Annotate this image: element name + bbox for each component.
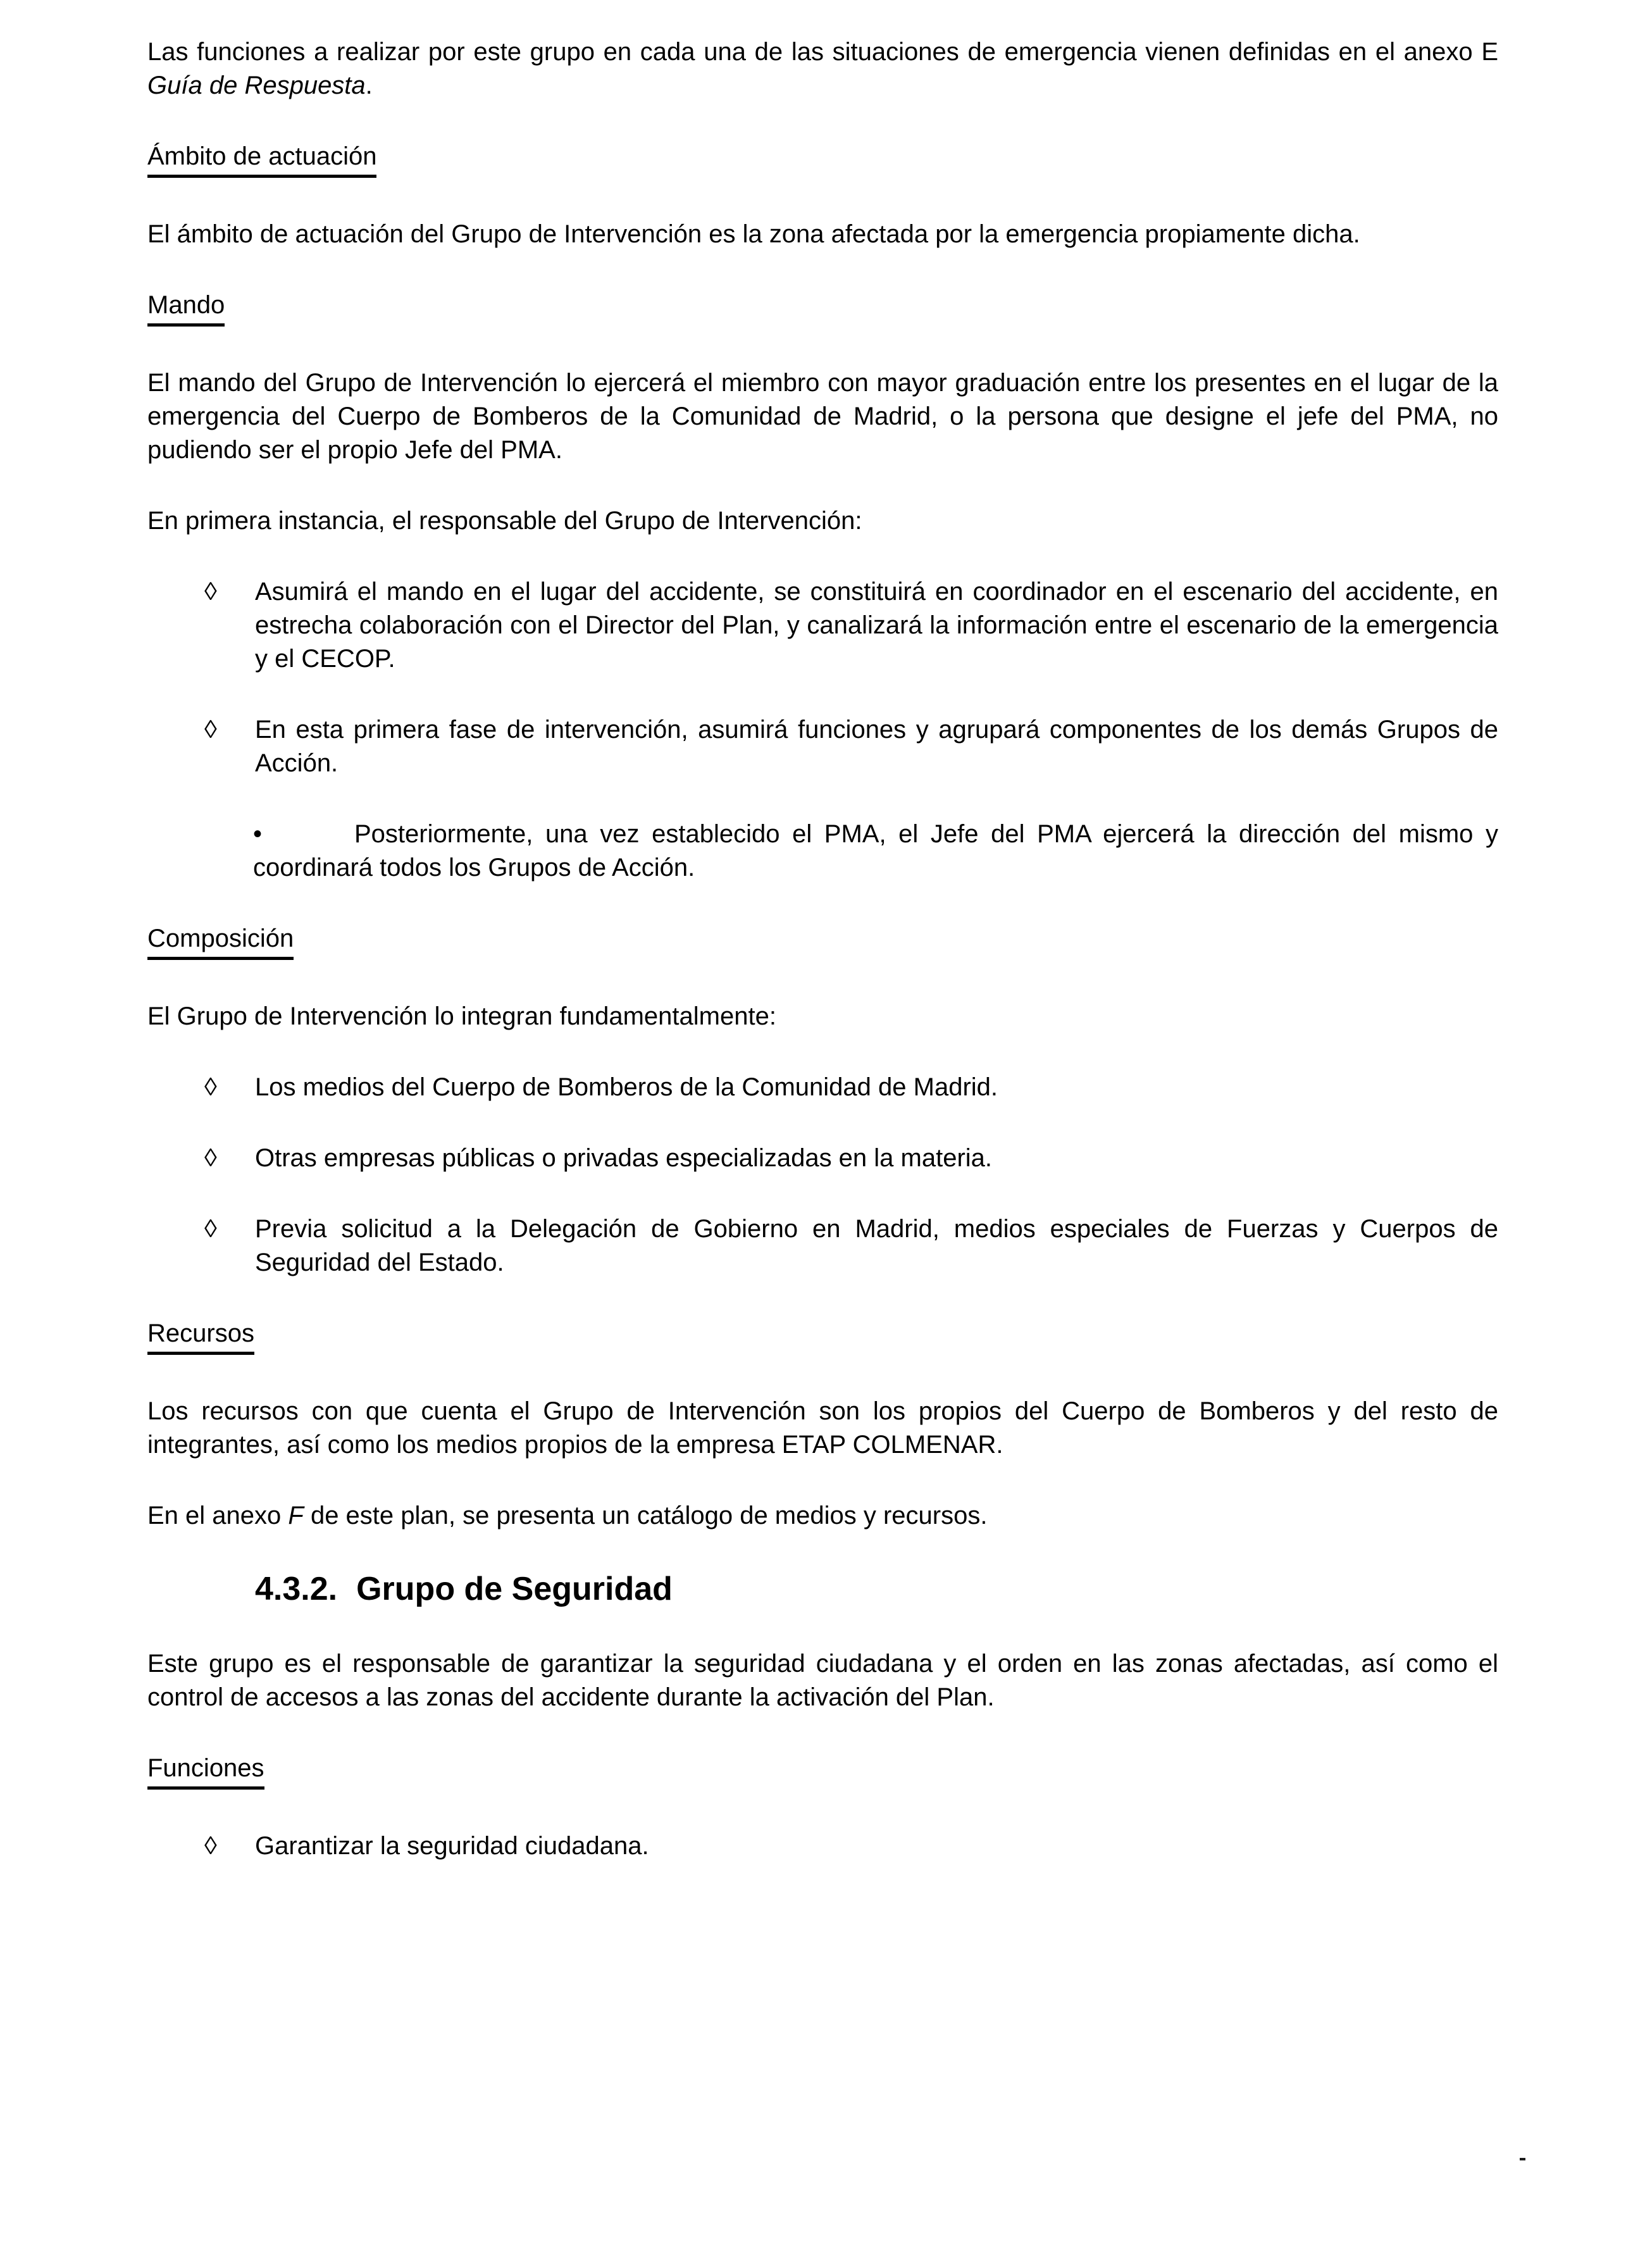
paragraph-composicion: El Grupo de Intervención lo integran fundamentalmente: bbox=[147, 1002, 776, 1030]
paragraph-recursos: Los recursos con que cuenta el Grupo de Intervención son los propios del Cuerpo de Bomberos y del resto de integrantes, así como los medios propios de la empresa ETAP COLMENAR. bbox=[147, 1397, 1498, 1459]
page-content bbox=[147, 35, 1498, 1863]
paragraph-anexo-f bbox=[147, 1499, 1498, 1533]
list-item-fase-text: En esta primera fase de intervención, asumirá funciones y agrupará componentes de los demás Grupos de Acción. bbox=[255, 716, 1498, 777]
diamond-bullet-icon: ◊ bbox=[204, 578, 217, 606]
list-item-medios bbox=[204, 1071, 1498, 1104]
heading-mando bbox=[147, 289, 1498, 322]
heading-recursos bbox=[147, 1317, 1498, 1350]
list-item-previa-solicitud bbox=[204, 1212, 1498, 1280]
paragraph-grupo-seguridad: Este grupo es el responsable de garantizar la seguridad ciudadana y el orden en las zonas afectadas, así como el control de accesos a las zonas del accidente durante la activación del Plan. bbox=[147, 1650, 1498, 1711]
paragraph-primera-instancia: En primera instancia, el responsable del Grupo de Intervención: bbox=[147, 507, 862, 535]
dot-bullet-icon: • bbox=[253, 820, 263, 848]
list-item-medios-text: Los medios del Cuerpo de Bomberos de la Comunidad de Madrid. bbox=[255, 1073, 998, 1101]
heading-mando-text: Mando bbox=[147, 291, 225, 327]
list-item-asumira-text: Asumirá el mando en el lugar del accidente, se constituirá en coordinador en el escenario del accidente, en estrecha colaboración con el Director del Plan, y canalizará la información entre el escenario de la emergencia y el CECOP. bbox=[255, 578, 1498, 673]
list-item-empresas-text: Otras empresas públicas o privadas especializadas en la materia. bbox=[255, 1144, 993, 1172]
heading-composicion-text: Composición bbox=[147, 925, 294, 960]
heading-funciones-text: Funciones bbox=[147, 1754, 264, 1790]
list-item-posteriormente-text: Posteriormente, una vez establecido el PMA, el Jefe del PMA ejercerá la dirección del mismo y coordinará todos los Grupos de Acción. bbox=[253, 820, 1498, 882]
section-number: 4.3.2. bbox=[255, 1571, 338, 1607]
list-item-garantizar bbox=[204, 1829, 1498, 1863]
list-item-previa-solicitud-text: Previa solicitud a la Delegación de Gobierno en Madrid, medios especiales de Fuerzas y Cuerpos de Seguridad del Estado. bbox=[255, 1215, 1498, 1276]
paragraph-intro bbox=[147, 35, 1498, 103]
paragraph-ambito: El ámbito de actuación del Grupo de Intervención es la zona afectada por la emergencia propiamente dicha. bbox=[147, 220, 1360, 248]
paragraph-mando: El mando del Grupo de Intervención lo ejercerá el miembro con mayor graduación entre los presentes en el lugar de la emergencia del Cuerpo de Bomberos de la Comunidad de Madrid, o la persona que designe el jefe del PMA, no pudiendo ser el propio Jefe del PMA. bbox=[147, 369, 1498, 464]
diamond-bullet-icon: ◊ bbox=[204, 1832, 217, 1860]
list-item-posteriormente bbox=[253, 818, 1498, 885]
section-title: Grupo de Seguridad bbox=[356, 1571, 673, 1607]
list-item-asumira bbox=[204, 575, 1498, 676]
paragraph-intro-italic: Guía de Respuesta bbox=[147, 72, 366, 99]
heading-funciones bbox=[147, 1752, 1498, 1785]
paragraph-anexo-after: de este plan, se presenta un catálogo de medios y recursos. bbox=[303, 1502, 988, 1530]
diamond-bullet-icon: ◊ bbox=[204, 1144, 217, 1172]
heading-ambito-text: Ámbito de actuación bbox=[147, 142, 376, 178]
section-heading-grupo-de-seguridad bbox=[255, 1570, 1498, 1608]
scan-artifact-dash bbox=[1520, 2158, 1525, 2160]
list-item-garantizar-text: Garantizar la seguridad ciudadana. bbox=[255, 1832, 649, 1860]
list-item-empresas bbox=[204, 1142, 1498, 1175]
paragraph-intro-after: . bbox=[365, 72, 373, 99]
diamond-bullet-icon: ◊ bbox=[204, 1215, 217, 1243]
diamond-bullet-icon: ◊ bbox=[204, 1073, 217, 1101]
paragraph-anexo-italic: F bbox=[288, 1502, 304, 1530]
paragraph-anexo-before: En el anexo bbox=[147, 1502, 289, 1530]
heading-ambito-de-actuacion bbox=[147, 140, 1498, 173]
heading-composicion bbox=[147, 922, 1498, 956]
heading-recursos-text: Recursos bbox=[147, 1319, 254, 1355]
list-item-fase bbox=[204, 713, 1498, 780]
paragraph-intro-text: Las funciones a realizar por este grupo en cada una de las situaciones de emergencia vienen definidas en el anexo E bbox=[147, 38, 1498, 66]
diamond-bullet-icon: ◊ bbox=[204, 716, 217, 744]
